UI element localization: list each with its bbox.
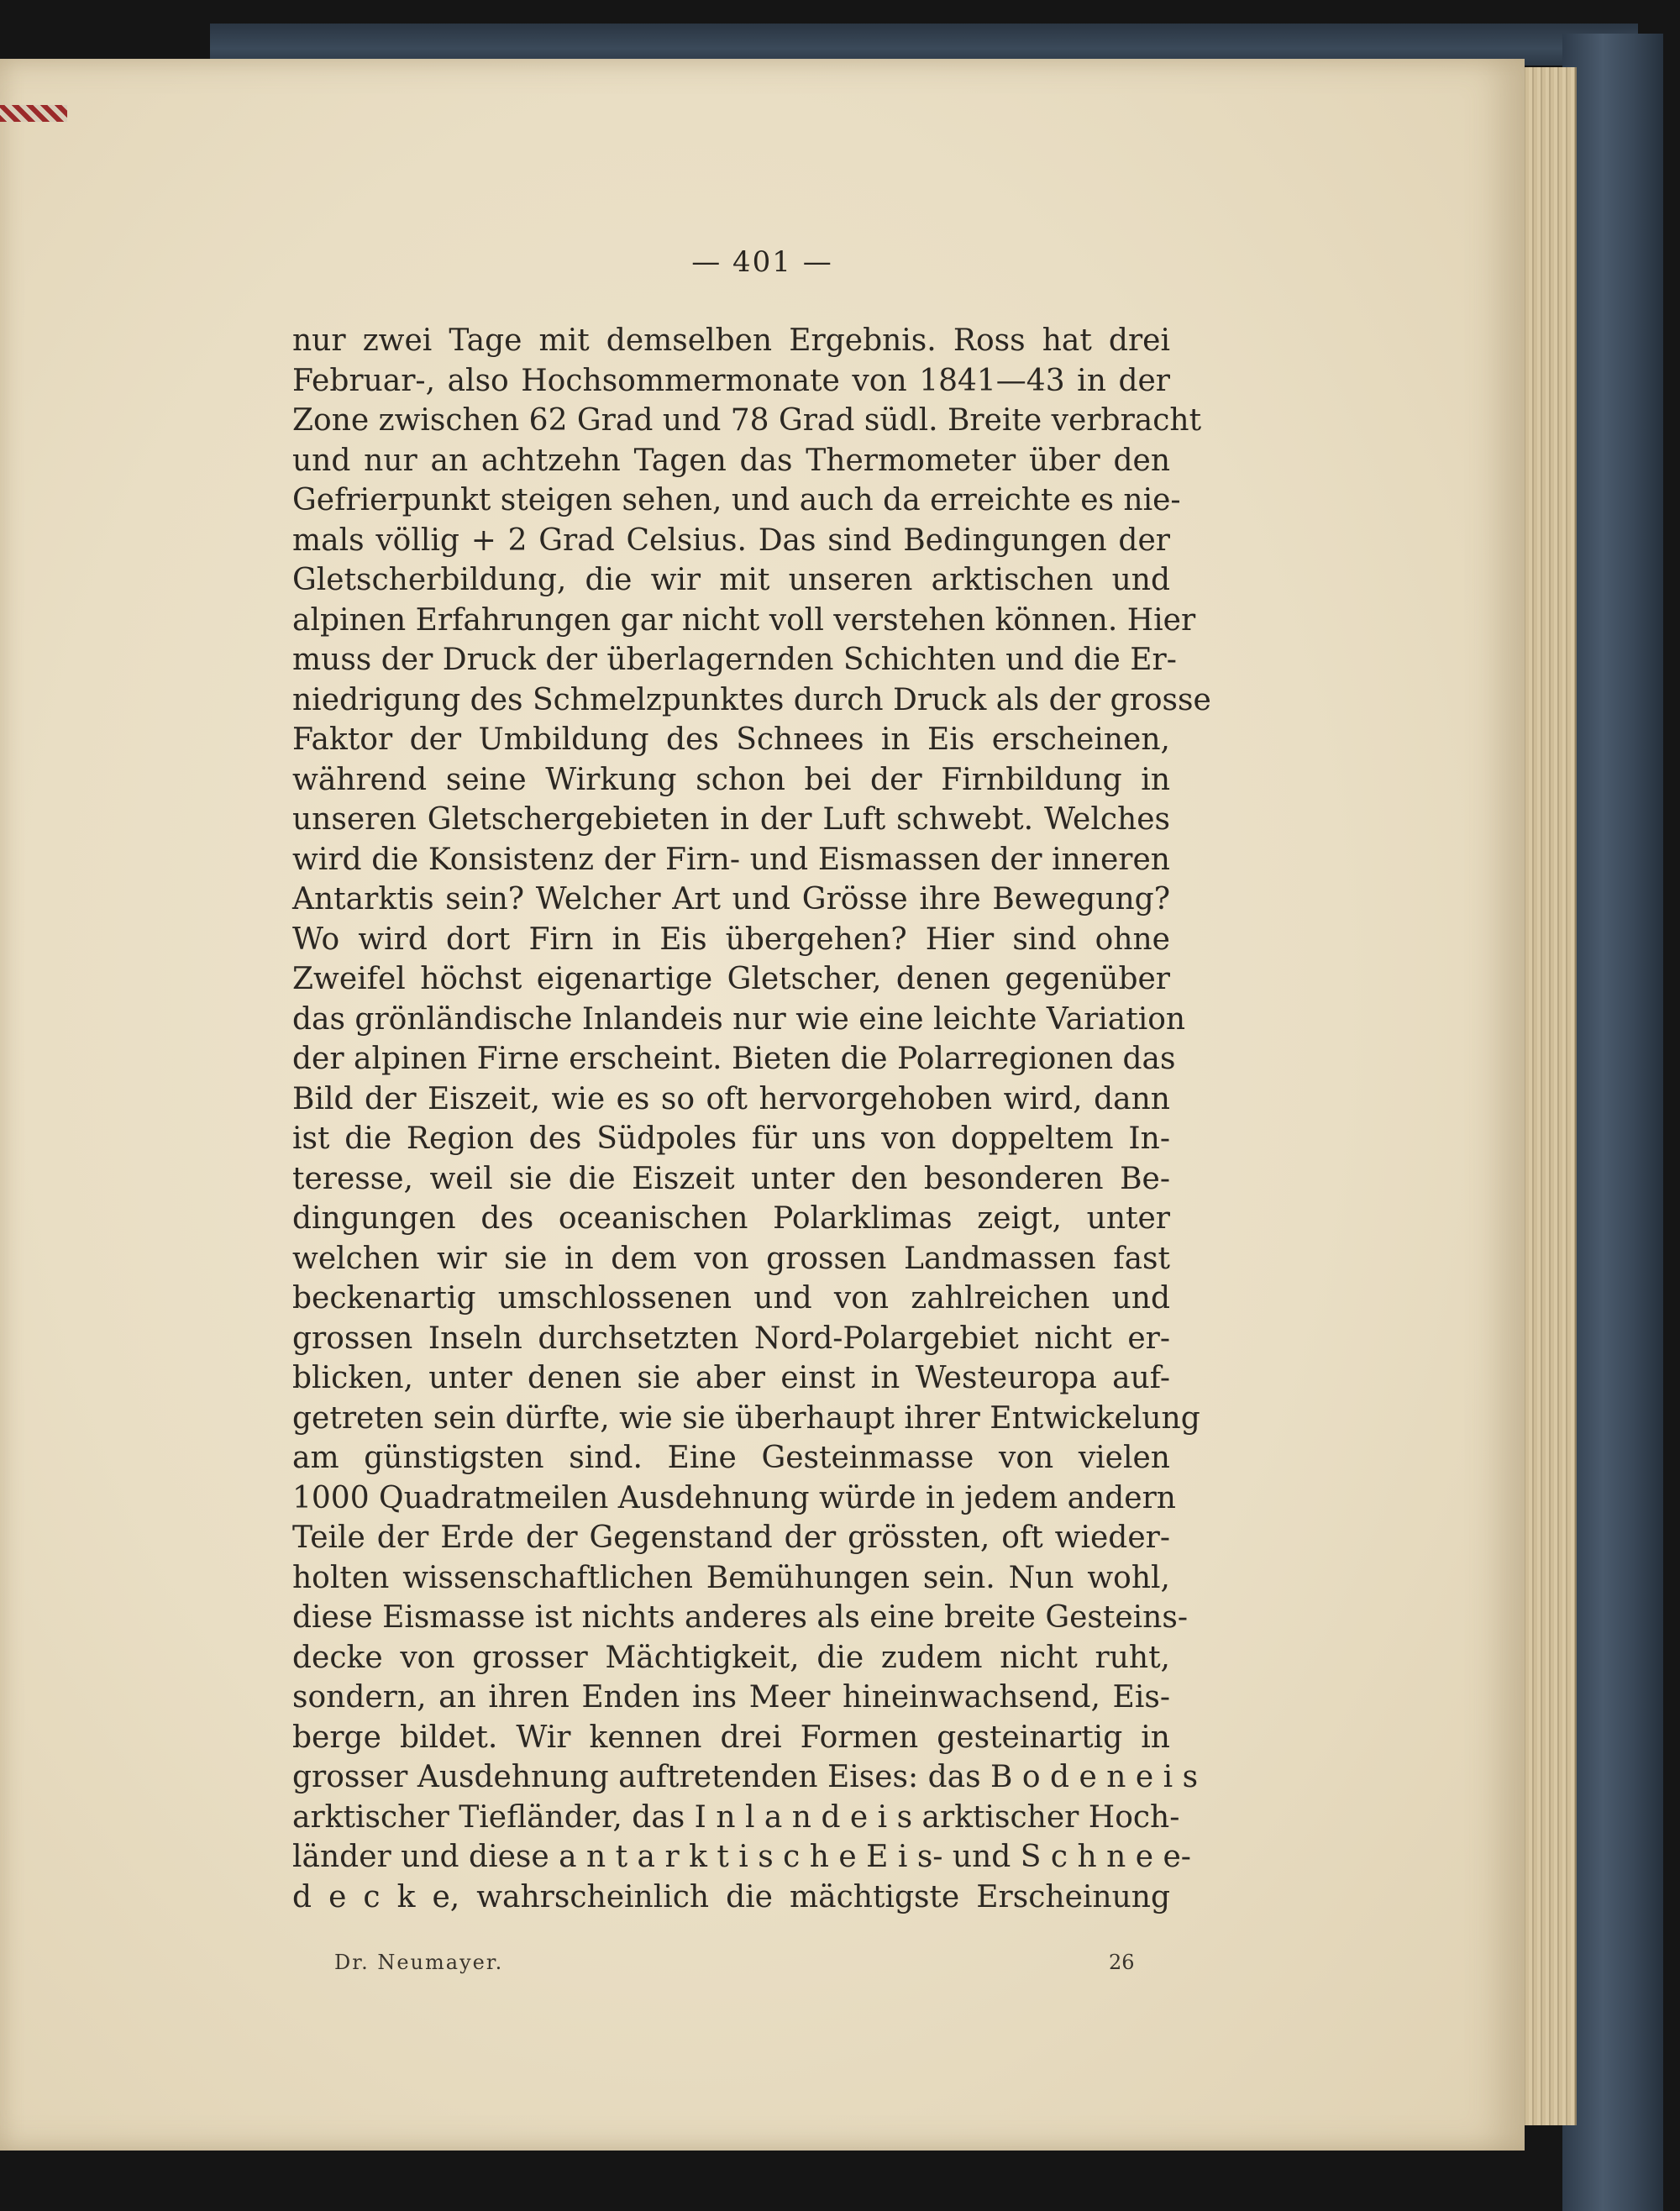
text-line: blicken, unter denen sie aber einst in Westeuropa auf-: [292, 1361, 1170, 1395]
text-line: der alpinen Firne erscheint. Bieten die Polarregionen das: [292, 1042, 1176, 1076]
text-line: länder und diese a n t a r k t i s c h e E i s- und S c h n e e-: [292, 1840, 1191, 1874]
text-line: und nur an achtzehn Tagen das Thermometer über den: [292, 443, 1170, 478]
text-line: d e c k e, wahrscheinlich die mächtigste Erscheinung: [292, 1879, 1170, 1914]
text-line: beckenartig umschlossenen und von zahlreichen und: [292, 1281, 1170, 1316]
text-line: während seine Wirkung schon bei der Firnbildung in: [292, 762, 1170, 797]
text-line: am günstigsten sind. Eine Gesteinmasse von vielen: [292, 1441, 1170, 1475]
text-line: ist die Region des Südpoles für uns von doppeltem In-: [292, 1121, 1170, 1156]
text-line: das grönländische Inlandeis nur wie eine leichte Variation: [292, 1001, 1186, 1037]
text-line: 1000 Quadratmeilen Ausdehnung würde in jedem andern: [292, 1480, 1176, 1515]
footer-signature-mark: 26: [1109, 1951, 1135, 1974]
text-line: wird die Konsistenz der Firn- und Eismassen der inneren: [292, 842, 1170, 877]
text-line: holten wissenschaftlichen Bemühungen sein. Nun wohl,: [292, 1560, 1170, 1595]
text-line: alpinen Erfahrungen gar nicht voll verstehen können. Hier: [292, 602, 1196, 638]
text-line: Zone zwischen 62 Grad und 78 Grad südl. Breite verbracht: [292, 403, 1202, 438]
text-line: Teile der Erde der Gegenstand der grössten, oft wieder-: [292, 1520, 1170, 1555]
text-line: welchen wir sie in dem von grossen Landmassen fast: [292, 1241, 1170, 1276]
text-line: unseren Gletschergebieten in der Luft schwebt. Welches: [292, 802, 1170, 837]
text-line: Gletscherbildung, die wir mit unseren arktischen und: [292, 563, 1170, 597]
text-line: grossen Inseln durchsetzten Nord-Polargebiet nicht er-: [292, 1321, 1170, 1356]
text-line: getreten sein dürfte, wie sie überhaupt ihrer Entwickelung: [292, 1400, 1200, 1436]
text-line: dingungen des oceanischen Polarklimas zeigt, unter: [292, 1201, 1170, 1236]
text-line: arktischer Tiefländer, das I n l a n d e i s arktischer Hoch-: [292, 1799, 1180, 1835]
text-line: diese Eismasse ist nichts anderes als eine breite Gesteins-: [292, 1600, 1188, 1635]
corner-bookmark: [0, 105, 67, 122]
book-cover-right: [1562, 34, 1663, 2211]
page-number: — 401 —: [691, 245, 833, 279]
text-line: sondern, an ihren Enden ins Meer hineinwachsend, Eis-: [292, 1680, 1170, 1715]
text-line: muss der Druck der überlagernden Schichten und die Er-: [292, 643, 1177, 677]
text-line: grosser Ausdehnung auftretenden Eises: das B o d e n e i s: [292, 1760, 1199, 1794]
text-line: berge bildet. Wir kennen drei Formen gesteinartig in: [292, 1720, 1170, 1755]
text-line: teresse, weil sie die Eiszeit unter den besonderen Be-: [292, 1161, 1170, 1196]
text-line: Bild der Eiszeit, wie es so oft hervorgehoben wird, dann: [292, 1081, 1170, 1116]
text-line: mals völlig + 2 Grad Celsius. Das sind Bedingungen der: [292, 523, 1170, 558]
text-line: Wo wird dort Firn in Eis übergehen? Hier sind ohne: [292, 922, 1170, 957]
text-line: niedrigung des Schmelzpunktes durch Druck als der grosse: [292, 682, 1211, 717]
body-text: [292, 321, 1211, 1917]
text-line: Februar-, also Hochsommermonate von 1841—43 in der: [292, 363, 1170, 398]
footer-author: Dr. Neumayer.: [334, 1951, 504, 1974]
text-line: nur zwei Tage mit demselben Ergebnis. Ross hat drei: [292, 323, 1170, 358]
text-line: Zweifel höchst eigenartige Gletscher, denen gegenüber: [292, 962, 1170, 996]
text-line: Faktor der Umbildung des Schnees in Eis erscheinen,: [292, 722, 1170, 757]
text-line: decke von grosser Mächtigkeit, die zudem nicht ruht,: [292, 1640, 1170, 1675]
text-line: Antarktis sein? Welcher Art und Grösse ihre Bewegung?: [292, 882, 1170, 916]
text-line: Gefrierpunkt steigen sehen, und auch da erreichte es nie-: [292, 483, 1181, 517]
